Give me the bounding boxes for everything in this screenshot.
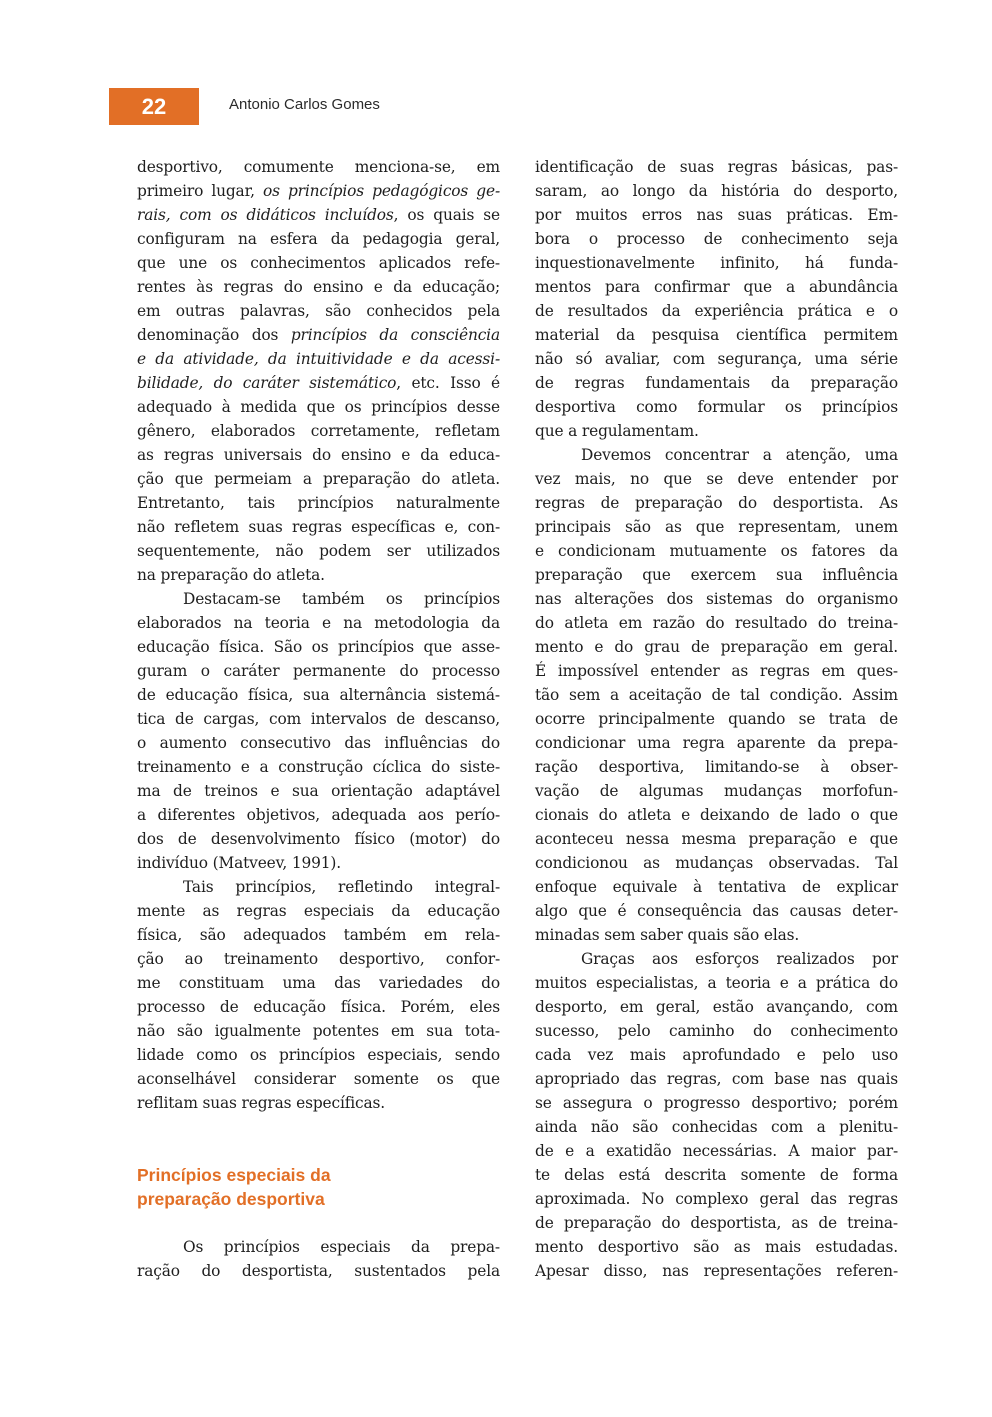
text-line: gênero, elaborados corretamente, refletam bbox=[137, 422, 500, 440]
text-line: reflitam suas regras específicas. bbox=[137, 1094, 386, 1112]
text-line: algo que é consequência das causas deter- bbox=[535, 902, 898, 920]
text-line: configuram na esfera da pedagogia geral, bbox=[137, 230, 500, 248]
text-line: regras de preparação do desportista. As bbox=[535, 494, 898, 512]
text-line: ração do desportista, sustentados pela bbox=[137, 1262, 500, 1280]
text-line: condicionou as mudanças observadas. Tal bbox=[535, 854, 898, 872]
text-line: inquestionavelmente infinito, há funda- bbox=[535, 254, 898, 272]
text-line: mente as regras especiais da educação bbox=[137, 902, 500, 920]
text-line: sucesso, pelo caminho do conhecimento bbox=[535, 1022, 898, 1040]
text-line: ma de treinos e sua orientação adaptável bbox=[137, 782, 500, 800]
text-line: de preparação do desportista, as de treina- bbox=[535, 1214, 898, 1232]
text-line: aconselhável considerar somente os que bbox=[137, 1070, 500, 1088]
paragraph bbox=[137, 875, 500, 1115]
text-line: elaborados na teoria e na metodologia da bbox=[137, 614, 500, 632]
text-line: Tais princípios, refletindo integral- bbox=[183, 878, 500, 896]
text-line: do atleta em razão do resultado do treina- bbox=[535, 614, 898, 632]
text-line: principais são as que representam, unem bbox=[535, 518, 898, 536]
text-line: não são igualmente potentes em sua tota- bbox=[137, 1022, 500, 1040]
text-line: de e a exatidão necessárias. A maior par- bbox=[535, 1142, 898, 1160]
section-heading: Princípios especiais da preparação desportiva bbox=[137, 1165, 331, 1209]
text-line: treinamento e a construção cíclica do siste- bbox=[137, 758, 500, 776]
text-line: se assegura o progresso desportivo; porém bbox=[535, 1094, 898, 1112]
text-line: desportiva como formular os princípios bbox=[535, 398, 898, 416]
text-line: que une os conhecimentos aplicados refe- bbox=[137, 254, 500, 272]
text-line: de regras fundamentais da preparação bbox=[535, 374, 898, 392]
text-line: o aumento consecutivo das influências do bbox=[137, 734, 500, 752]
text-line: nas alterações dos sistemas do organismo bbox=[535, 590, 898, 608]
text-line: me constituam uma das variedades do bbox=[137, 974, 500, 992]
text-line: É impossível entender as regras em ques- bbox=[535, 662, 898, 680]
text-line: preparação que exercem sua influência bbox=[535, 566, 898, 584]
text-line: ocorre principalmente quando se trata de bbox=[535, 710, 898, 728]
page-number: 22 bbox=[141, 93, 167, 119]
text-line: ainda não são conhecidas com a plenitu- bbox=[535, 1118, 898, 1136]
text-line: bilidade, do caráter sistemático, etc. Isso é bbox=[137, 374, 500, 392]
text-line: te delas está descrita somente de forma bbox=[535, 1166, 898, 1184]
text-line: aconteceu nessa mesma preparação e que bbox=[535, 830, 898, 848]
text-line: guram o caráter permanente do processo bbox=[137, 662, 500, 680]
text-line: por muitos erros nas suas práticas. Em- bbox=[535, 206, 898, 224]
text-line: indivíduo (Matveev, 1991). bbox=[137, 854, 342, 872]
text-line: processo de educação física. Porém, eles bbox=[137, 998, 500, 1016]
text-line: educação física. São os princípios que asse- bbox=[137, 638, 500, 656]
text-line: tão sem a aceitação de tal condição. Assim bbox=[535, 686, 898, 704]
text-line: sequentemente, não podem ser utilizados bbox=[137, 542, 500, 560]
right-column bbox=[535, 155, 898, 1283]
text-line: Os princípios especiais da prepa- bbox=[183, 1238, 500, 1256]
text-line: de educação física, sua alternância sistemá- bbox=[137, 686, 500, 704]
text-line: primeiro lugar, os princípios pedagógicos ge- bbox=[137, 182, 501, 200]
text-line: as regras universais do ensino e da educa- bbox=[137, 446, 500, 464]
paragraph bbox=[137, 587, 500, 875]
text-line: na preparação do atleta. bbox=[137, 566, 325, 584]
page-number-badge bbox=[109, 88, 199, 125]
text-line: física, são adequados também em rela- bbox=[137, 926, 500, 944]
text-line: Graças aos esforços realizados por bbox=[581, 950, 898, 968]
text-line: desporto, em geral, estão avançando, com bbox=[535, 998, 898, 1016]
text-line: em outras palavras, são conhecidos pela bbox=[137, 302, 500, 320]
text-line: bora o processo de conhecimento seja bbox=[535, 230, 898, 248]
text-line: Destacam-se também os princípios bbox=[183, 590, 500, 608]
paragraph bbox=[535, 443, 898, 947]
text-line: Devemos concentrar a atenção, uma bbox=[581, 446, 898, 464]
text-line: que a regulamentam. bbox=[535, 422, 699, 440]
text-line: ção ao treinamento desportivo, confor- bbox=[137, 950, 500, 968]
text-line: vez mais, no que se deve entender por bbox=[535, 470, 898, 488]
text-line: e da atividade, da intuitividade e da acessi- bbox=[137, 350, 500, 368]
text-line: ção que permeiam a preparação do atleta. bbox=[137, 470, 500, 488]
running-head-author: Antonio Carlos Gomes bbox=[229, 96, 380, 113]
text-line: mento desportivo são as mais estudadas. bbox=[535, 1238, 898, 1256]
left-column bbox=[137, 155, 500, 1283]
text-line: condicionar uma regra aparente da prepa- bbox=[535, 734, 898, 752]
paragraph bbox=[137, 155, 500, 587]
text-line: mento e do grau de preparação em geral. bbox=[535, 638, 898, 656]
text-line: material da pesquisa científica permitem bbox=[535, 326, 898, 344]
text-line: cada vez mais aprofundado e pelo uso bbox=[535, 1046, 898, 1064]
text-line: identificação de suas regras básicas, pas- bbox=[535, 158, 898, 176]
text-line: não só avaliar, com segurança, uma série bbox=[535, 350, 898, 368]
text-line: saram, ao longo da história do desporto, bbox=[535, 182, 898, 200]
paragraph bbox=[535, 947, 898, 1283]
text-line: rentes às regras do ensino e da educação; bbox=[137, 278, 500, 296]
text-line: tica de cargas, com intervalos de descanso, bbox=[137, 710, 500, 728]
text-line: lidade como os princípios especiais, sendo bbox=[137, 1046, 500, 1064]
text-line: cionais do atleta e deixando de lado o que bbox=[535, 806, 898, 824]
text-line: Apesar disso, nas representações referen- bbox=[535, 1262, 898, 1280]
text-line: muitos especialistas, a teoria e a prática do bbox=[535, 974, 898, 992]
text-line: e condicionam mutuamente os fatores da bbox=[535, 542, 898, 560]
text-line: ração desportiva, limitando-se à obser- bbox=[535, 758, 898, 776]
text-line: desportivo, comumente menciona-se, em bbox=[137, 158, 500, 176]
text-line: a diferentes objetivos, adequada aos perío- bbox=[137, 806, 500, 824]
text-line: Entretanto, tais princípios naturalmente bbox=[137, 494, 500, 512]
text-line: minadas sem saber quais são elas. bbox=[535, 926, 800, 944]
text-line: não refletem suas regras específicas e, con- bbox=[137, 518, 500, 536]
text-line: dos de desenvolvimento físico (motor) do bbox=[137, 830, 500, 848]
text-line: de resultados da experiência prática e o bbox=[535, 302, 898, 320]
text-line: enfoque equivale à tentativa de explicar bbox=[535, 878, 898, 896]
text-line: mentos para confirmar que a abundância bbox=[535, 278, 898, 296]
text-line: aproximada. No complexo geral das regras bbox=[535, 1190, 898, 1208]
text-line: apropriado das regras, com base nas quais bbox=[535, 1070, 898, 1088]
text-line: vação de algumas mudanças morfofun- bbox=[535, 782, 898, 800]
paragraph bbox=[535, 155, 898, 443]
text-line: adequado à medida que os princípios desse bbox=[137, 398, 500, 416]
text-line: denominação dos princípios da consciência bbox=[137, 326, 500, 344]
text-line: rais, com os didáticos incluídos, os quais se bbox=[137, 206, 500, 224]
paragraph bbox=[137, 1235, 500, 1283]
